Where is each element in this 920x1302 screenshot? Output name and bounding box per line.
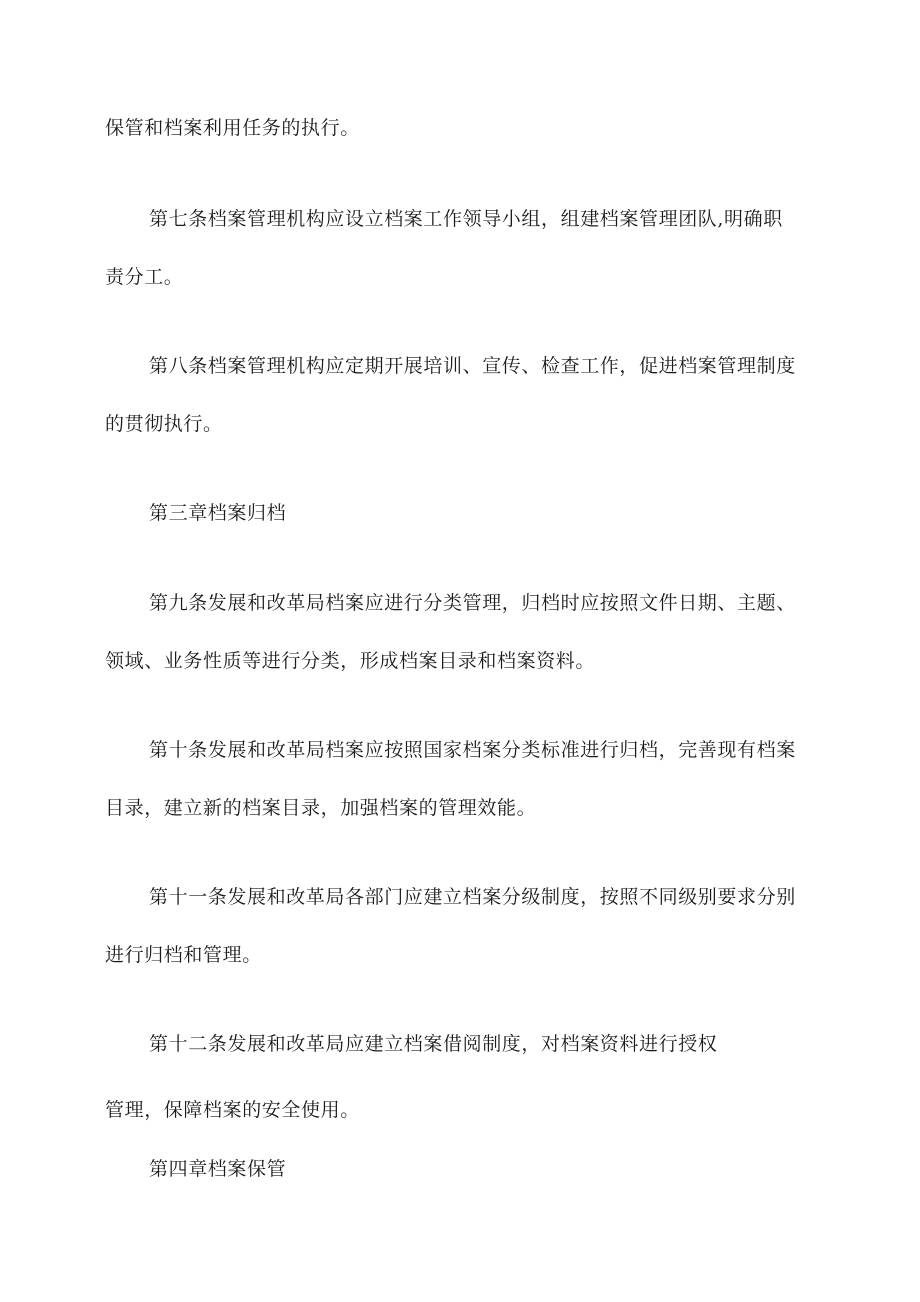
article-10-line-2: 目录，建立新的档案目录，加强档案的管理效能。 [105,797,537,819]
paragraph-line: 保管和档案利用任务的执行。 [105,117,360,139]
chapter-3-heading: 第三章档案归档 [149,502,287,524]
article-7-line-1: 第七条档案管理机构应设立档案工作领导小组，组建档案管理团队,明确职 [149,208,783,230]
article-10-line-1: 第十条发展和改革局档案应按照国家档案分类标准进行归档，完善现有档案 [149,739,796,761]
article-11-line-2: 进行归档和管理。 [105,944,262,966]
article-8-line-2: 的贯彻执行。 [105,413,223,435]
article-12-line-1: 第十二条发展和改革局应建立档案借阅制度，对档案资料进行授权 [149,1033,718,1055]
article-12-line-2: 管理，保障档案的安全使用。 [105,1099,360,1121]
article-8-line-1: 第八条档案管理机构应定期开展培训、宣传、检查工作，促进档案管理制度 [149,355,796,377]
article-11-line-1: 第十一条发展和改革局各部门应建立档案分级制度，按照不同级别要求分别 [149,886,796,908]
article-7-line-2: 责分工。 [105,266,184,288]
article-9-line-2: 领域、业务性质等进行分类，形成档案目录和档案资料。 [105,650,596,672]
chapter-4-heading: 第四章档案保管 [149,1158,287,1180]
article-9-line-1: 第九条发展和改革局档案应进行分类管理，归档时应按照文件日期、主题、 [149,592,796,614]
